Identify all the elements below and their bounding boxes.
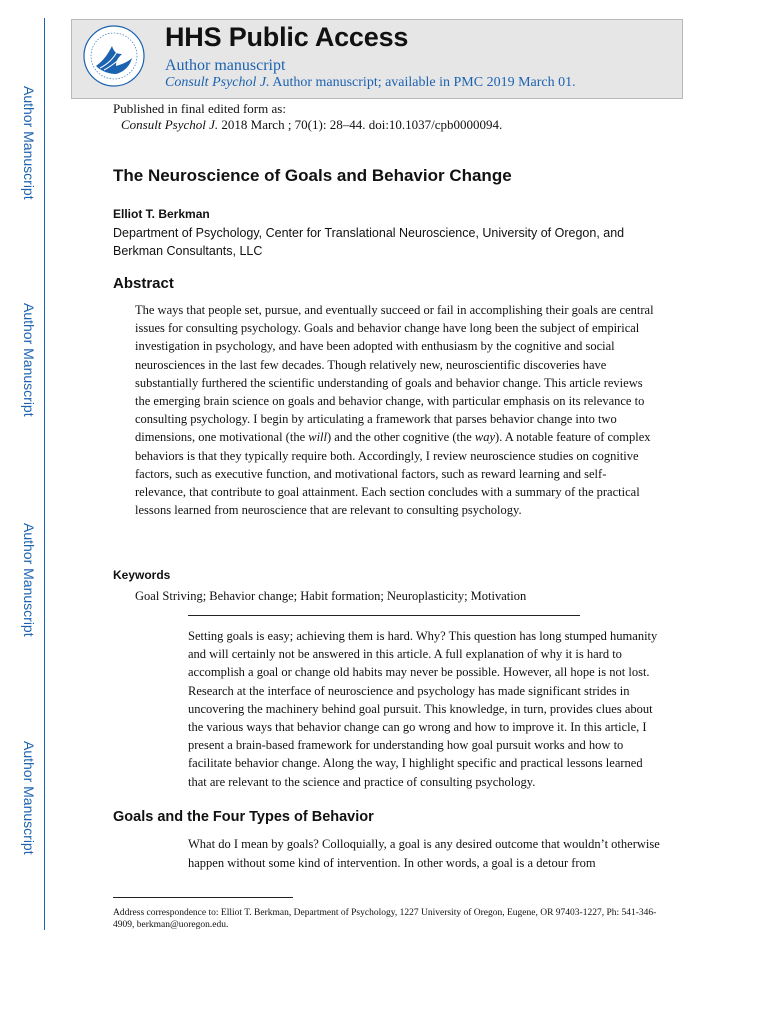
published-citation-text: 2018 March ; 70(1): 28–44. doi:10.1037/cpb0000094. (218, 117, 503, 132)
footnote: Address correspondence to: Elliot T. Berkman, Department of Psychology, 1227 University of Oregon, Eugene, OR 97403-1227, Ph: 541-346-4909, berkman@uoregon.edu. (113, 908, 657, 930)
header-availability (165, 75, 576, 91)
published-citation (113, 117, 502, 133)
abstract-text: The ways that people set, pursue, and eventually succeed or fail in accomplishing their goals are central issues for consulting psychology. Goals and behavior change have long been the subject of empirical investigation in psychology, and have been adopted with enthusiasm by the cognitive and social neurosciences in the last few decades. Though relatively new, neuroscientific discoveries have substantially furthered the scientific understanding of goals and behavior change. This article reviews the emerging brain science on goals and behavior change, with particular emphasis on its relevance to consulting psychology. I begin by articulating a framework that parses behavior change into two dimensions, one motivational (the will) and the other cognitive (the way). A notable feature of complex behaviors is that they typically require both. Accordingly, I review neuroscience studies on cognitive factors, such as executive function, and motivational factors, such as reward learning and self-relevance, that contribute to goal attainment. Each section concludes with a summary of the practical lessons learned from neuroscience that are relevant to consulting psychology. (135, 303, 654, 518)
article-author: Elliot T. Berkman (113, 207, 210, 221)
side-label-author-manuscript: Author Manuscript (21, 523, 37, 637)
article-affiliation: Department of Psychology, Center for Translational Neuroscience, University of Oregon, and Berkman Consultants, LLC (113, 226, 625, 258)
abstract-heading: Abstract (113, 275, 174, 292)
header-availability-text: Author manuscript; available in PMC 2019 March 01. (269, 75, 576, 90)
keywords-text: Goal Striving; Behavior change; Habit formation; Neuroplasticity; Motivation (135, 589, 527, 603)
side-label-author-manuscript: Author Manuscript (21, 303, 37, 417)
header-subtitle: Author manuscript (165, 57, 286, 74)
side-label-author-manuscript: Author Manuscript (21, 741, 37, 855)
section-paragraph: What do I mean by goals? Colloquially, a goal is any desired outcome that wouldn’t otherwise happen without some kind of intervention. In other words, a goal is a detour from (188, 837, 660, 870)
header-journal: Consult Psychol J. (165, 75, 270, 90)
published-note (113, 101, 502, 133)
header-title: HHS Public Access (165, 22, 409, 52)
published-label: Published in final edited form as: (113, 101, 286, 116)
intro-paragraph: Setting goals is easy; achieving them is hard. Why? This question has long stumped humanity and will certainly not be answered in this article. A full explanation of why it is hard to accomplish a goal or change old habits may never be possible. However, all hope is not lost. Research at the interface of neuroscience and psychology has made significant strides in uncovering the machinery behind goal pursuit. This knowledge, in turn, provides clues about the various ways that behavior change can go wrong and how to improve it. In this article, I present a brain-based framework for understanding how goal pursuit works and how to facilitate behavior change. Along the way, I highlight specific and practical lessons learned that are relevant to the science and practice of consulting psychology. (188, 629, 658, 789)
published-journal: Consult Psychol J. (121, 117, 219, 132)
article-title: The Neuroscience of Goals and Behavior Change (113, 166, 512, 185)
footnote-rule (113, 897, 293, 898)
side-label-author-manuscript: Author Manuscript (21, 86, 37, 200)
margin-rule (44, 18, 45, 930)
hhs-seal-icon (82, 24, 146, 88)
separator-rule (188, 615, 580, 616)
section-heading: Goals and the Four Types of Behavior (113, 809, 374, 825)
keywords-heading: Keywords (113, 568, 171, 582)
